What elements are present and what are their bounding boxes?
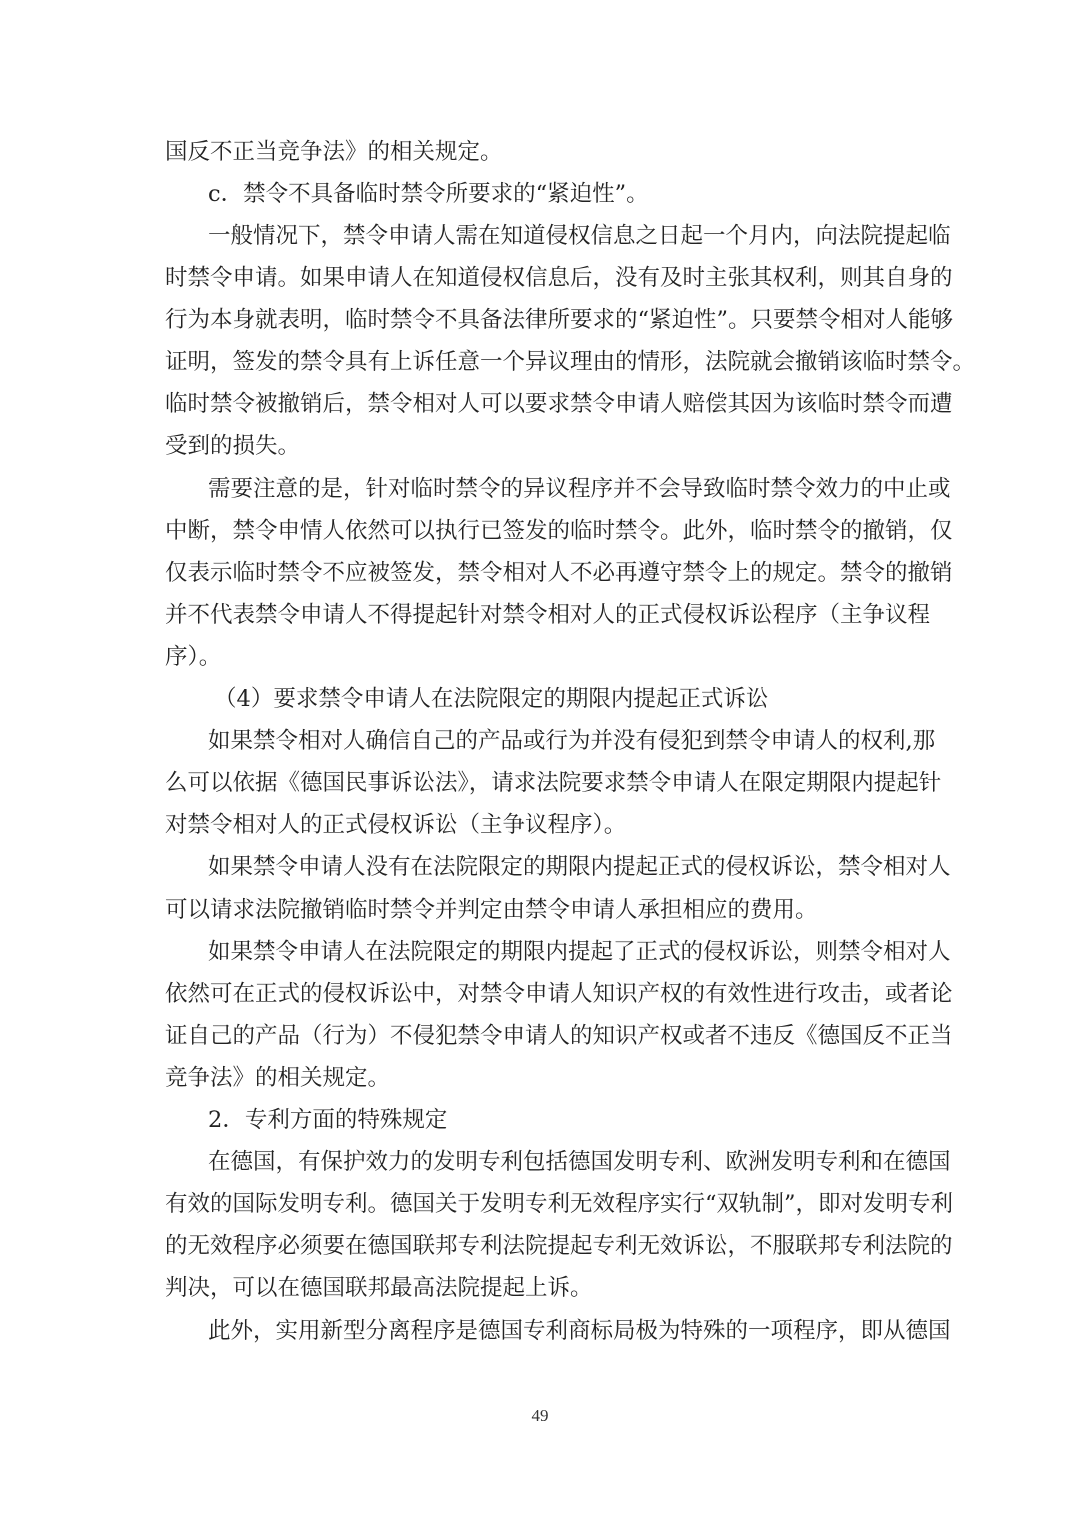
text-line: 序）。 (165, 644, 222, 670)
text-line: 在德国，有保护效力的发明专利包括德国发明专利、欧洲发明专利和在德国 (208, 1149, 951, 1175)
text-line: 的无效程序必须要在德国联邦专利法院提起专利无效诉讼，不服联邦专利法院的 (165, 1233, 953, 1259)
text-line: 如果禁令相对人确信自己的产品或行为并没有侵犯到禁令申请人的权利,那 (208, 728, 936, 754)
subheading-4: （4）要求禁令申请人在法院限定的期限内提起正式诉讼 (214, 686, 769, 712)
section-heading-2: 2．专利方面的特殊规定 (208, 1107, 448, 1133)
text-line: 一般情况下，禁令申请人需在知道侵权信息之日起一个月内，向法院提起临 (208, 223, 951, 249)
text-line: 如果禁令申请人没有在法院限定的期限内提起正式的侵权诉讼，禁令相对人 (208, 854, 951, 880)
text-line: 仅表示临时禁令不应被签发，禁令相对人不必再遵守禁令上的规定。禁令的撤销 (165, 560, 953, 586)
text-line: 对禁令相对人的正式侵权诉讼（主争议程序）。 (165, 812, 627, 838)
text-line: 行为本身就表明，临时禁令不具备法律所要求的“紧迫性”。只要禁令相对人能够 (165, 307, 954, 333)
text-line: 受到的损失。 (165, 433, 301, 459)
text-line: 依然可在正式的侵权诉讼中，对禁令申请人知识产权的有效性进行攻击，或者论 (165, 981, 953, 1007)
text-line: 么可以依据《德国民事诉讼法》，请求法院要求禁令申请人在限定期限内提起针 (165, 770, 942, 796)
text-line: 判决，可以在德国联邦最高法院提起上诉。 (165, 1275, 593, 1301)
text-line: 有效的国际发明专利。德国关于发明专利无效程序实行“双轨制”，即对发明专利 (165, 1191, 954, 1217)
text-line: 可以请求法院撤销临时禁令并判定由禁令申请人承担相应的费用。 (165, 897, 818, 923)
text-line: 中断，禁令申情人依然可以执行已签发的临时禁令。此外，临时禁令的撤销，仅 (165, 518, 953, 544)
text-line: 证明，签发的禁令具有上诉任意一个异议理由的情形，法院就会撤销该临时禁令。 (165, 349, 976, 375)
text-line: 时禁令申请。如果申请人在知道侵权信息后，没有及时主张其权利，则其自身的 (165, 265, 953, 291)
text-line: 如果禁令申请人在法院限定的期限内提起了正式的侵权诉讼，则禁令相对人 (208, 939, 951, 965)
text-line: 证自己的产品（行为）不侵犯禁令申请人的知识产权或者不违反《德国反不正当 (165, 1023, 953, 1049)
text-line: 此外，实用新型分离程序是德国专利商标局极为特殊的一项程序，即从德国 (208, 1318, 951, 1344)
text-line: 临时禁令被撤销后，禁令相对人可以要求禁令申请人赔偿其因为该临时禁令而遭 (165, 391, 953, 417)
text-line: 并不代表禁令申请人不得提起针对禁令相对人的正式侵权诉讼程序（主争议程 (165, 602, 931, 628)
subheading-c: c．禁令不具备临时禁令所要求的“紧迫性”。 (208, 181, 649, 207)
text-line: 需要注意的是，针对临时禁令的异议程序并不会导致临时禁令效力的中止或 (208, 476, 951, 502)
text-line: 国反不正当竞争法》的相关规定。 (165, 139, 503, 165)
text-line: 竞争法》的相关规定。 (165, 1065, 391, 1091)
page-number: 49 (531, 1406, 549, 1425)
